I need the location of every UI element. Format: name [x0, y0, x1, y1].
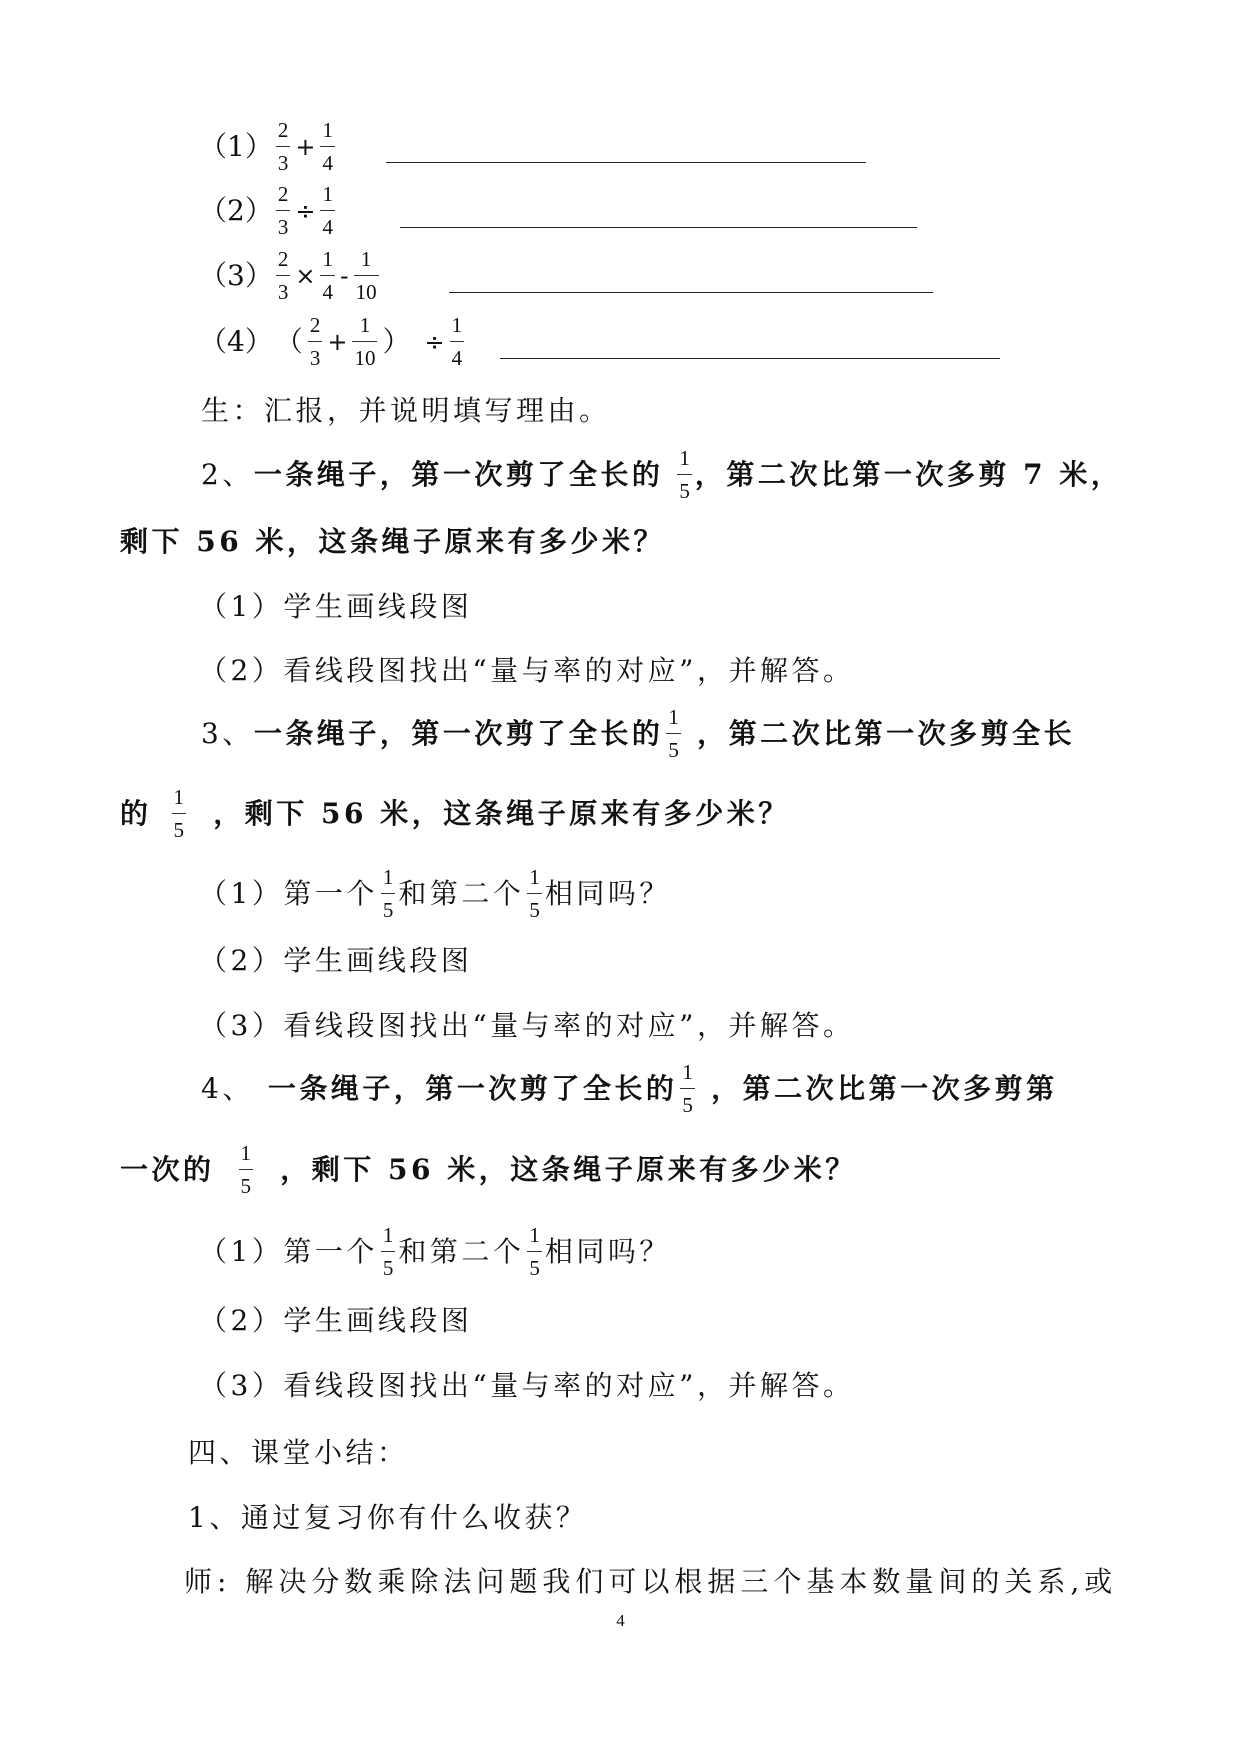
fraction-denominator: 4	[322, 151, 333, 175]
answer-blank	[386, 162, 866, 163]
problem-text: 一条绳子，第一次剪了全长的	[253, 717, 664, 751]
step-text: 和第二个	[398, 877, 525, 911]
problem-text: 剩下 56 米，这条绳子原来有多少米？	[120, 525, 665, 559]
step-text: （3）看线段图找出“量与率的对应”，并解答。	[199, 1009, 855, 1043]
fraction-denominator: 5	[529, 1256, 540, 1280]
fraction-numerator: 1	[352, 315, 377, 342]
section-heading: 四、课堂小结：	[188, 1436, 409, 1470]
fraction	[666, 707, 681, 761]
problem-2-step-2	[199, 641, 854, 701]
fraction-numerator: 1	[450, 315, 465, 342]
fraction	[677, 448, 692, 502]
close-parenthesis: ）	[382, 325, 411, 359]
fraction-numerator: 1	[527, 867, 542, 894]
step-text: （1）学生画线段图	[199, 590, 473, 624]
fraction-numerator: 1	[381, 1225, 396, 1252]
problem-4-line-2	[120, 1140, 857, 1200]
summary-question	[188, 1488, 587, 1548]
report-text: 生：汇报，并说明填写理由。	[201, 394, 611, 428]
problem-text: 一次的	[120, 1153, 215, 1187]
fraction-denominator: 5	[173, 818, 185, 842]
teacher-text: 师: 解决分数乘除法问题我们可以根据三个基本数量间的关系,或	[184, 1565, 1118, 1599]
step-text: 相同吗？	[544, 877, 671, 911]
fraction-numerator: 1	[666, 707, 681, 734]
fraction-denominator: 5	[382, 898, 394, 922]
fraction	[320, 249, 335, 303]
fraction-denominator: 10	[355, 280, 377, 304]
fraction	[381, 1225, 396, 1279]
fraction-numerator: 2	[308, 315, 323, 342]
operator: +	[327, 327, 348, 356]
problem-text: ，第二次比第一次多剪全长	[683, 717, 1076, 751]
fraction	[527, 867, 542, 921]
fraction	[276, 184, 291, 238]
exercise-label: （4）	[199, 325, 273, 359]
fraction	[276, 249, 291, 303]
fraction-denominator: 4	[451, 346, 463, 370]
problem-4-question-1	[199, 1222, 671, 1282]
fraction-numerator: 1	[527, 1225, 542, 1252]
problem-number: 4、	[201, 1072, 254, 1106]
fraction-denominator: 5	[682, 1093, 693, 1117]
fraction-numerator: 1	[381, 867, 396, 894]
exercise-item	[199, 246, 382, 306]
operator: ÷	[295, 196, 316, 225]
problem-number: 2、	[201, 458, 254, 492]
answer-blank	[449, 292, 933, 293]
fraction	[352, 315, 377, 369]
step-text: （3）看线段图找出“量与率的对应”，并解答。	[199, 1369, 855, 1403]
fraction-numerator: 1	[172, 787, 187, 814]
problem-2-line-2	[120, 512, 665, 572]
fraction-denominator: 5	[529, 898, 540, 922]
fraction	[172, 787, 187, 841]
problem-number: 3、	[201, 717, 254, 751]
fraction-denominator: 5	[382, 1256, 394, 1280]
fraction-denominator: 10	[354, 346, 376, 370]
problem-4-step-2	[199, 1291, 472, 1351]
fraction	[680, 1062, 695, 1116]
problem-4-line-1	[201, 1059, 1058, 1119]
fraction	[320, 120, 335, 174]
question-text: 1、通过复习你有什么收获？	[188, 1501, 588, 1535]
problem-3-question-1	[199, 864, 671, 924]
problem-3-line-2	[120, 784, 790, 844]
fraction-numerator: 1	[239, 1143, 254, 1170]
teacher-remark	[184, 1552, 1117, 1612]
operator: ×	[295, 261, 316, 290]
fraction	[381, 867, 396, 921]
answer-blank	[500, 358, 1000, 359]
step-text: （2）看线段图找出“量与率的对应”，并解答。	[199, 654, 855, 688]
fraction-denominator: 3	[277, 151, 289, 175]
fraction-denominator: 4	[322, 280, 333, 304]
fraction-denominator: 5	[679, 479, 690, 503]
fraction	[527, 1225, 542, 1279]
exercise-item	[199, 117, 338, 177]
fraction-numerator: 2	[276, 120, 291, 147]
fraction-numerator: 1	[354, 249, 379, 276]
step-text: （2）学生画线段图	[199, 944, 473, 978]
fraction-numerator: 1	[680, 1062, 695, 1089]
exercise-label: （3）	[199, 259, 273, 293]
step-text: （2）学生画线段图	[199, 1304, 473, 1338]
exercise-item	[199, 181, 338, 241]
problem-text: 的	[120, 797, 152, 831]
fraction-numerator: 2	[276, 184, 291, 211]
fraction-denominator: 4	[322, 215, 333, 239]
exercise-item	[199, 312, 467, 372]
problem-text: 一条绳子，第一次剪了全长的	[253, 458, 664, 492]
fraction-denominator: 3	[277, 215, 289, 239]
exercise-label: （2）	[199, 194, 273, 228]
fraction-denominator: 5	[668, 738, 679, 762]
problem-4-step-3	[199, 1356, 854, 1416]
fraction	[239, 1143, 254, 1197]
fraction	[320, 184, 335, 238]
fraction	[308, 315, 323, 369]
operator: +	[295, 132, 316, 161]
problem-text: ，剩下 56 米，这条绳子原来有多少米？	[267, 1153, 857, 1187]
fraction	[450, 315, 465, 369]
summary-heading	[188, 1423, 409, 1483]
fraction-denominator: 3	[309, 346, 321, 370]
problem-text: 一条绳子，第一次剪了全长的	[267, 1072, 678, 1106]
problem-3-step-2	[199, 931, 472, 991]
answer-blank	[400, 227, 917, 228]
step-text: 相同吗？	[544, 1235, 671, 1269]
fraction-denominator: 3	[277, 280, 289, 304]
problem-3-line-1	[201, 704, 1075, 764]
step-text: （1）第一个	[199, 877, 378, 911]
step-text: 和第二个	[398, 1235, 525, 1269]
fraction	[276, 120, 291, 174]
page-number: 4	[616, 1611, 625, 1630]
problem-3-step-3	[199, 996, 854, 1056]
open-parenthesis: （	[274, 325, 303, 359]
problem-2-step-1	[199, 577, 472, 637]
exercise-label: （1）	[199, 130, 273, 164]
fraction-numerator: 1	[320, 184, 335, 211]
problem-text: ，第二次比第一次多剪第	[697, 1072, 1058, 1106]
student-report	[201, 381, 611, 441]
problem-text: ，第二次比第一次多剪 7 米，	[694, 458, 1123, 492]
fraction-numerator: 1	[320, 249, 335, 276]
step-text: （1）第一个	[199, 1235, 378, 1269]
problem-2-line-1	[201, 445, 1122, 505]
operator: ÷	[424, 327, 445, 356]
fraction-numerator: 1	[677, 448, 692, 475]
problem-text: ，剩下 56 米，这条绳子原来有多少米？	[200, 797, 790, 831]
fraction-numerator: 2	[276, 249, 291, 276]
fraction-numerator: 1	[320, 120, 335, 147]
operator: -	[339, 261, 349, 290]
fraction-denominator: 5	[240, 1174, 252, 1198]
fraction	[354, 249, 379, 303]
